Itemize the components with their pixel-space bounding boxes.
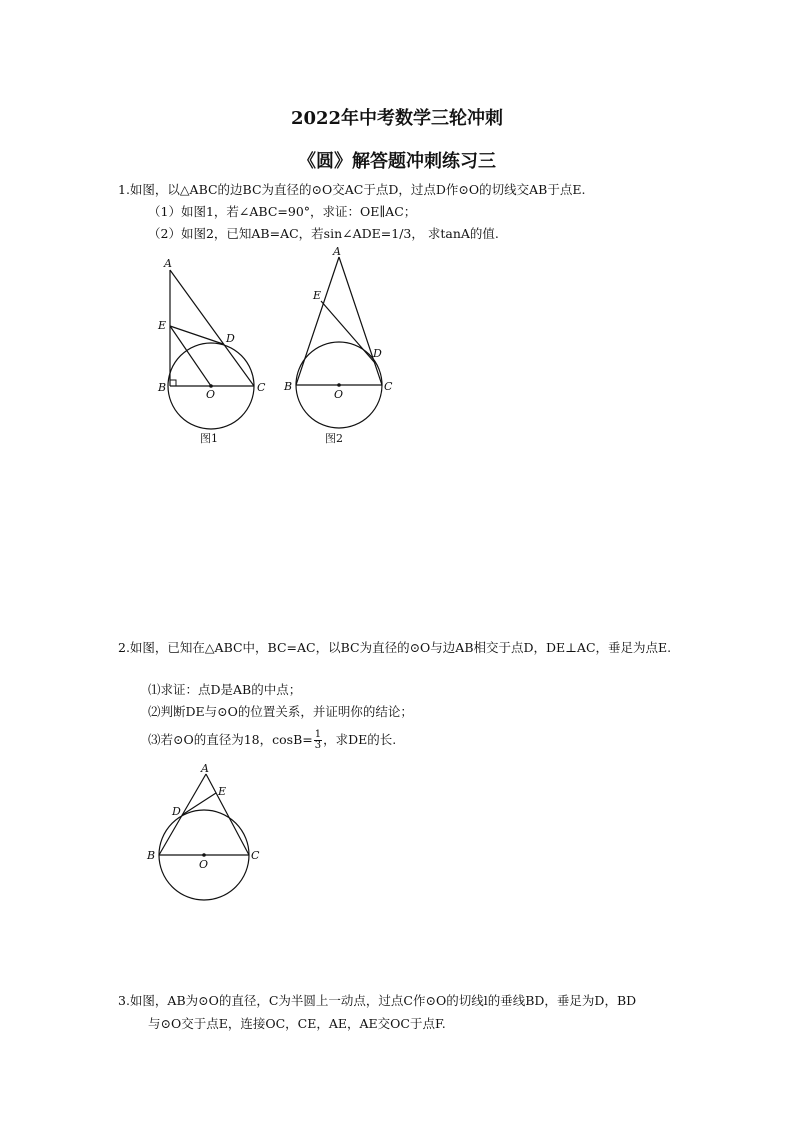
q1-part2: （2）如图2，已知AB=AC，若sin∠ADE=1/3， 求tanA的值. (148, 226, 499, 241)
fig1-side-ac (170, 270, 254, 386)
q2-fraction-denominator: 3 (314, 740, 322, 751)
fig3-label-d: D (172, 805, 181, 818)
page-title: 2022年中考数学三轮冲刺 (290, 108, 504, 129)
q1-figure-1 (150, 250, 280, 450)
q2-part2: ⑵判断DE与⊙O的位置关系，并证明你的结论； (148, 704, 413, 719)
fig3-label-c: C (251, 849, 260, 862)
fig2-label-a: A (333, 245, 341, 258)
q2-cos-fraction (314, 730, 322, 751)
fig2-label-d: D (373, 347, 382, 360)
q2-part3 (148, 730, 396, 751)
fig3-label-e: E (218, 785, 227, 798)
fig1-label-b: B (158, 381, 167, 394)
q2-figure (140, 760, 270, 910)
fig2-label-o: O (334, 388, 344, 401)
q2-part3-text-after: ，求DE的长. (323, 732, 397, 747)
fig3-label-o: O (199, 858, 209, 871)
fig2-side-ab (296, 257, 339, 385)
fig1-label-e: E (158, 319, 167, 332)
q3-stem-line2: 与⊙O交于点E，连接OC，CE，AE，AE交OC于点F. (148, 1016, 446, 1031)
q1-part1: （1）如图1，若∠ABC=90°，求证：OE∥AC； (148, 204, 417, 219)
fig1-label-a: A (164, 257, 172, 270)
q2-part1: ⑴求证：点D是AB的中点； (148, 682, 302, 697)
fig1-tangent-ed (170, 326, 223, 344)
fig2-tangent-ed (321, 301, 375, 363)
fig1-label-d: D (226, 332, 235, 345)
fig3-label-a: A (201, 762, 209, 775)
page-subtitle: 《圆》解答题冲刺练习三 (298, 151, 496, 172)
fig2-center (337, 383, 341, 387)
q3-stem-line1: 3.如图，AB为⊙O的直径，C为半圆上一动点，过点C作⊙O的切线l的垂线BD，垂足为D，BD (118, 993, 637, 1008)
fig1-label-c: C (257, 381, 266, 394)
fig1-caption: 图1 (200, 432, 218, 445)
fig1-label-o: O (206, 388, 216, 401)
fig1-segment-eo (170, 326, 211, 386)
fig3-side-ac (206, 774, 249, 855)
fig2-caption: 图2 (325, 432, 343, 445)
fig2-label-e: E (313, 289, 322, 302)
fig3-segment-de (182, 793, 216, 815)
fig3-center (202, 853, 206, 857)
q2-stem: 2.如图，已知在△ABC中，BC=AC，以BC为直径的⊙O与边AB相交于点D，DE⊥AC，垂足为点E. (118, 640, 672, 655)
q1-stem: 1.如图，以△ABC的边BC为直径的⊙O交AC于点D，过点D作⊙O的切线交AB于点E. (118, 182, 586, 197)
q1-figure-2 (280, 245, 400, 450)
q2-part3-text-before: ⑶若⊙O的直径为18，cosB= (148, 732, 313, 747)
fig1-right-angle (170, 380, 176, 386)
q2-fraction-numerator: 1 (314, 729, 322, 740)
fig2-label-b: B (284, 380, 293, 393)
fig2-label-c: C (384, 380, 393, 393)
fig3-label-b: B (147, 849, 156, 862)
fig2-side-ac (339, 257, 382, 385)
